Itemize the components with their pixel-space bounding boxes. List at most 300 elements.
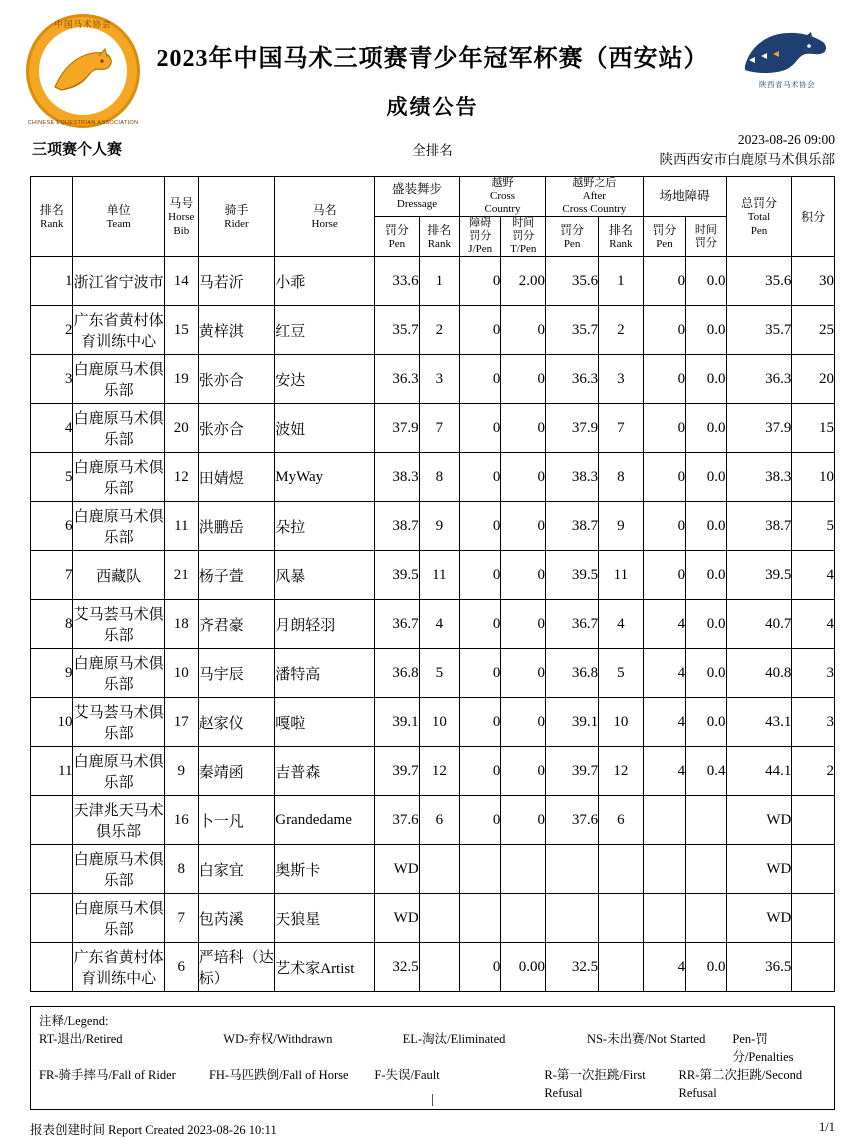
cell-after-pen: 39.5 — [546, 551, 599, 600]
cell-total: 36.3 — [726, 355, 792, 404]
cell-cross-jump: 0 — [460, 502, 501, 551]
cell-horse: 天狼星 — [275, 894, 375, 943]
th-jump-pen-cn: 罚分 — [652, 222, 677, 237]
cell-jump-time — [686, 845, 726, 894]
th-rider — [198, 177, 274, 257]
cell-rank: 3 — [31, 355, 73, 404]
th-team — [73, 177, 164, 257]
cell-jump-time: 0.0 — [686, 943, 726, 992]
table-row — [31, 894, 835, 943]
logo-top-text: 中国马术协会 — [54, 19, 112, 29]
cell-rank — [31, 845, 73, 894]
cell-cross-time: 0 — [501, 404, 546, 453]
cell-points: 15 — [792, 404, 835, 453]
cell-rider: 严培科（达标） — [198, 943, 274, 992]
cell-jump-time: 0.0 — [686, 600, 726, 649]
table-row — [31, 600, 835, 649]
cell-after-pen: 36.8 — [546, 649, 599, 698]
cell-after-rank: 9 — [599, 502, 644, 551]
cell-bib: 20 — [164, 404, 198, 453]
cell-dressage-rank: 8 — [419, 453, 459, 502]
cell-rank — [31, 943, 73, 992]
cell-dressage-pen: 33.6 — [375, 257, 420, 306]
cell-jump-time: 0.0 — [686, 404, 726, 453]
cell-team: 白鹿原马术俱乐部 — [73, 649, 164, 698]
th-jumping-group — [643, 177, 726, 217]
table-row — [31, 502, 835, 551]
th-cross-jump-en: J/Pen — [468, 243, 493, 255]
th-jumping-cn: 场地障碍 — [659, 189, 710, 203]
th-cross-en1: Cross — [489, 190, 516, 202]
cell-dressage-rank — [419, 845, 459, 894]
th-horse-en: Horse — [311, 217, 338, 230]
th-points-cn: 积分 — [801, 209, 826, 224]
cell-jump-pen: 4 — [643, 698, 685, 747]
cell-horse: 月朗轻羽 — [275, 600, 375, 649]
cell-after-pen: 37.6 — [546, 796, 599, 845]
cell-dressage-pen: 37.9 — [375, 404, 420, 453]
cell-dressage-rank: 10 — [419, 698, 459, 747]
cell-horse: 嘎啦 — [275, 698, 375, 747]
page-subtitle: 成绩公告 — [386, 95, 479, 119]
cell-dressage-rank — [419, 894, 459, 943]
cell-total: WD — [726, 845, 792, 894]
legend-line-1 — [39, 1030, 826, 1066]
th-points — [792, 177, 835, 257]
cell-dressage-pen: 38.7 — [375, 502, 420, 551]
th-jump-pen-en: Pen — [656, 237, 673, 250]
cell-cross-time: 0 — [501, 355, 546, 404]
th-rank — [31, 177, 73, 257]
cell-jump-time: 0.0 — [686, 257, 726, 306]
cell-horse: 红豆 — [275, 306, 375, 355]
cell-horse: 吉普森 — [275, 747, 375, 796]
legend-fr: FR-骑手摔马/Fall of Rider — [39, 1068, 176, 1082]
cell-points — [792, 796, 835, 845]
legend-rt: RT-退出/Retired — [39, 1032, 123, 1046]
logo-inner-circle — [39, 27, 127, 115]
cell-after-pen: 32.5 — [546, 943, 599, 992]
th-cross-jump-cn2: 罚分 — [469, 230, 492, 242]
cell-dressage-rank: 3 — [419, 355, 459, 404]
cell-rank — [31, 894, 73, 943]
table-row — [31, 943, 835, 992]
cell-total: 37.9 — [726, 404, 792, 453]
cell-after-rank: 11 — [599, 551, 644, 600]
cell-jump-pen: 4 — [643, 649, 685, 698]
cell-points: 4 — [792, 600, 835, 649]
th-cross-time-cn1: 时间 — [512, 217, 535, 229]
cell-points — [792, 894, 835, 943]
cell-horse: 潘特高 — [275, 649, 375, 698]
table-row — [31, 845, 835, 894]
th-rank-cn: 排名 — [39, 202, 64, 217]
th-cross-time — [501, 217, 546, 257]
cell-cross-jump: 0 — [460, 943, 501, 992]
cell-total: 40.8 — [726, 649, 792, 698]
cell-horse: Grandedame — [275, 796, 375, 845]
cell-bib: 7 — [164, 894, 198, 943]
cell-after-rank — [599, 845, 644, 894]
cell-cross-time: 0 — [501, 747, 546, 796]
cell-rank: 7 — [31, 551, 73, 600]
cell-rider: 齐君豪 — [198, 600, 274, 649]
page-title: 2023年中国马术三项赛青少年冠军杯赛（西安站） — [156, 46, 709, 72]
cell-after-rank: 4 — [599, 600, 644, 649]
cell-horse: MyWay — [275, 453, 375, 502]
cell-jump-pen: 4 — [643, 747, 685, 796]
cell-after-pen: 39.7 — [546, 747, 599, 796]
cell-dressage-pen: 36.3 — [375, 355, 420, 404]
cell-cross-jump: 0 — [460, 600, 501, 649]
page-number: 1/1 — [819, 1120, 835, 1134]
cell-cross-jump: 0 — [460, 747, 501, 796]
cell-bib: 9 — [164, 747, 198, 796]
th-total-cn: 总罚分 — [740, 195, 777, 210]
th-team-cn: 单位 — [106, 202, 131, 217]
document-meta — [0, 130, 865, 176]
discipline-label: 三项赛个人赛 — [32, 142, 123, 158]
table-row — [31, 453, 835, 502]
table-row — [31, 649, 835, 698]
cell-points: 4 — [792, 551, 835, 600]
table-row — [31, 257, 835, 306]
cell-cross-jump: 0 — [460, 453, 501, 502]
cell-after-pen: 37.9 — [546, 404, 599, 453]
cell-jump-pen: 0 — [643, 502, 685, 551]
cell-jump-pen: 0 — [643, 404, 685, 453]
th-after-rank-cn: 排名 — [608, 222, 633, 237]
document-footer — [30, 1120, 835, 1138]
cell-horse: 风暴 — [275, 551, 375, 600]
th-dressage-pen-en: Pen — [388, 237, 406, 250]
table-row — [31, 796, 835, 845]
cell-horse: 朵拉 — [275, 502, 375, 551]
cell-jump-time: 0.4 — [686, 747, 726, 796]
th-after-pen-cn: 罚分 — [560, 222, 585, 237]
th-after-pen-en: Pen — [563, 237, 581, 250]
cell-cross-jump: 0 — [460, 649, 501, 698]
cell-cross-time: 2.00 — [501, 257, 546, 306]
cell-points: 30 — [792, 257, 835, 306]
table-row — [31, 404, 835, 453]
th-cross-time-cn2: 罚分 — [512, 230, 535, 242]
cell-jump-time: 0.0 — [686, 355, 726, 404]
cell-team: 艾马荟马术俱乐部 — [73, 600, 164, 649]
cell-horse: 安达 — [275, 355, 375, 404]
th-rider-cn: 骑手 — [224, 202, 249, 217]
th-jump-time-cn2: 罚分 — [694, 236, 717, 249]
cell-team: 天津兆天马术俱乐部 — [73, 796, 164, 845]
th-total-en1: Total — [747, 210, 771, 223]
cell-cross-time: 0 — [501, 306, 546, 355]
cell-points: 20 — [792, 355, 835, 404]
cell-bib: 16 — [164, 796, 198, 845]
legend-fh: FH-马匹跌倒/Fall of Horse — [208, 1068, 349, 1082]
cell-dressage-rank: 2 — [419, 306, 459, 355]
shaanxi-equestrian-association-logo — [739, 26, 835, 102]
cell-bib: 21 — [164, 551, 198, 600]
th-rider-en: Rider — [224, 217, 249, 230]
cell-dressage-pen: 39.1 — [375, 698, 420, 747]
cell-dressage-rank: 1 — [419, 257, 459, 306]
cell-jump-time — [686, 796, 726, 845]
cell-dressage-pen: 39.7 — [375, 747, 420, 796]
th-after-cross-en2: Cross Country — [562, 203, 627, 215]
cell-team: 白鹿原马术俱乐部 — [73, 894, 164, 943]
cell-total: 38.3 — [726, 453, 792, 502]
cell-cross-time: 0.00 — [501, 943, 546, 992]
cell-dressage-rank: 7 — [419, 404, 459, 453]
cell-total: 44.1 — [726, 747, 792, 796]
th-after-cross-cn: 越野之后 — [572, 177, 617, 189]
chinese-equestrian-association-logo — [26, 14, 144, 132]
cell-dressage-pen: WD — [375, 845, 420, 894]
th-bib — [164, 177, 198, 257]
cell-rank: 4 — [31, 404, 73, 453]
cell-rider: 秦靖函 — [198, 747, 274, 796]
cell-points: 10 — [792, 453, 835, 502]
cell-after-pen: 39.1 — [546, 698, 599, 747]
cell-dressage-pen: 37.6 — [375, 796, 420, 845]
cell-jump-pen — [643, 894, 685, 943]
th-bib-en2: Bib — [173, 224, 190, 237]
cell-jump-time: 0.0 — [686, 306, 726, 355]
cell-cross-jump: 0 — [460, 404, 501, 453]
th-after-rank — [599, 217, 644, 257]
cell-team: 白鹿原马术俱乐部 — [73, 845, 164, 894]
ranking-scope-label: 全排名 — [412, 143, 453, 158]
cell-jump-pen — [643, 796, 685, 845]
legend-r: R-第一次拒跳/First Refusal — [544, 1068, 646, 1100]
legend-wd: WD-弃权/Withdrawn — [223, 1032, 333, 1046]
th-after-cross-group — [546, 177, 644, 217]
cell-jump-pen: 4 — [643, 600, 685, 649]
cell-cross-jump: 0 — [460, 306, 501, 355]
cell-jump-time: 0.0 — [686, 453, 726, 502]
cell-dressage-pen: 38.3 — [375, 453, 420, 502]
horse-head-icon — [47, 43, 119, 99]
th-after-rank-en: Rank — [609, 237, 633, 250]
cell-total: WD — [726, 894, 792, 943]
page-tick-mark — [432, 1094, 433, 1106]
cell-cross-time — [501, 845, 546, 894]
cell-total: 35.6 — [726, 257, 792, 306]
th-jump-time — [686, 217, 726, 257]
th-jump-time-cn1: 时间 — [694, 223, 717, 236]
results-table — [30, 176, 835, 992]
cell-jump-pen: 0 — [643, 453, 685, 502]
report-created: 报表创建时间 Report Created 2023-08-26 10:11 — [30, 1123, 277, 1137]
cell-cross-time — [501, 894, 546, 943]
cell-cross-time: 0 — [501, 649, 546, 698]
cell-after-pen: 38.3 — [546, 453, 599, 502]
cell-dressage-rank: 4 — [419, 600, 459, 649]
cell-dressage-rank: 12 — [419, 747, 459, 796]
cell-dressage-rank: 5 — [419, 649, 459, 698]
cell-rider: 白家宜 — [198, 845, 274, 894]
cell-rider: 包芮溪 — [198, 894, 274, 943]
cell-rank: 6 — [31, 502, 73, 551]
table-row — [31, 306, 835, 355]
cell-jump-pen: 0 — [643, 257, 685, 306]
th-dressage-group — [375, 177, 460, 217]
cell-total: 36.5 — [726, 943, 792, 992]
cell-bib: 11 — [164, 502, 198, 551]
table-body — [31, 257, 835, 992]
cell-after-rank: 8 — [599, 453, 644, 502]
cell-bib: 15 — [164, 306, 198, 355]
cell-jump-pen: 0 — [643, 355, 685, 404]
cell-team: 广东省黄村体育训练中心 — [73, 306, 164, 355]
th-total — [726, 177, 792, 257]
cell-cross-jump: 0 — [460, 257, 501, 306]
cell-total: 35.7 — [726, 306, 792, 355]
cell-rider: 马若沂 — [198, 257, 274, 306]
cell-after-rank — [599, 894, 644, 943]
cell-after-pen: 36.3 — [546, 355, 599, 404]
th-after-pen — [546, 217, 599, 257]
cell-jump-pen: 0 — [643, 306, 685, 355]
cell-jump-time: 0.0 — [686, 649, 726, 698]
cell-after-pen: 35.6 — [546, 257, 599, 306]
table-row — [31, 551, 835, 600]
cell-rank: 1 — [31, 257, 73, 306]
cell-cross-time: 0 — [501, 502, 546, 551]
cell-rank — [31, 796, 73, 845]
th-bib-en1: Horse — [168, 210, 195, 223]
legend-title: 注释/Legend: — [39, 1014, 109, 1028]
cell-after-rank: 1 — [599, 257, 644, 306]
cell-jump-time: 0.0 — [686, 551, 726, 600]
cell-dressage-pen: 35.7 — [375, 306, 420, 355]
cell-after-rank: 2 — [599, 306, 644, 355]
cell-dressage-rank: 9 — [419, 502, 459, 551]
cell-horse: 奥斯卡 — [275, 845, 375, 894]
cell-cross-time: 0 — [501, 698, 546, 747]
cell-points — [792, 943, 835, 992]
cell-bib: 17 — [164, 698, 198, 747]
cell-after-rank: 3 — [599, 355, 644, 404]
cell-after-rank: 10 — [599, 698, 644, 747]
cell-jump-time: 0.0 — [686, 698, 726, 747]
cell-points: 2 — [792, 747, 835, 796]
th-dressage-rank-cn: 排名 — [427, 222, 452, 237]
cell-rank: 9 — [31, 649, 73, 698]
th-dressage-cn: 盛装舞步 — [392, 181, 443, 196]
th-rank-en: Rank — [40, 217, 64, 230]
th-cross-cn: 越野 — [491, 177, 514, 189]
cell-team: 西藏队 — [73, 551, 164, 600]
cell-rank: 5 — [31, 453, 73, 502]
cell-cross-time: 0 — [501, 600, 546, 649]
cell-dressage-rank — [419, 943, 459, 992]
cell-bib: 18 — [164, 600, 198, 649]
cell-jump-time: 0.0 — [686, 502, 726, 551]
cell-rider: 卜一凡 — [198, 796, 274, 845]
th-dressage-en: Dressage — [396, 197, 438, 210]
th-cross-jump — [460, 217, 501, 257]
cell-rider: 洪鹏岳 — [198, 502, 274, 551]
cell-rider: 张亦合 — [198, 355, 274, 404]
cell-total: 43.1 — [726, 698, 792, 747]
cell-cross-time: 0 — [501, 551, 546, 600]
cell-rider: 赵家仪 — [198, 698, 274, 747]
cell-rider: 黄梓淇 — [198, 306, 274, 355]
cell-rank: 2 — [31, 306, 73, 355]
cell-bib: 6 — [164, 943, 198, 992]
cell-rider: 田婧煜 — [198, 453, 274, 502]
cell-team: 艾马荟马术俱乐部 — [73, 698, 164, 747]
cell-jump-time — [686, 894, 726, 943]
cell-dressage-pen: 36.7 — [375, 600, 420, 649]
cell-horse: 小乖 — [275, 257, 375, 306]
table-head — [31, 177, 835, 257]
cell-after-pen — [546, 894, 599, 943]
cell-after-pen: 36.7 — [546, 600, 599, 649]
legend-el: EL-淘汰/Eliminated — [402, 1032, 506, 1046]
event-venue: 陕西西安市白鹿原马术俱乐部 — [659, 152, 835, 167]
cell-jump-pen: 4 — [643, 943, 685, 992]
event-info — [660, 130, 836, 170]
th-total-en2: Pen — [750, 224, 768, 237]
cell-points: 25 — [792, 306, 835, 355]
logo-bottom-text: CHINESE EQUESTRIAN ASSOCIATION — [27, 120, 139, 126]
cell-cross-jump — [460, 845, 501, 894]
cell-horse: 波妞 — [275, 404, 375, 453]
cell-cross-jump: 0 — [460, 355, 501, 404]
cell-bib: 8 — [164, 845, 198, 894]
cell-rider: 张亦合 — [198, 404, 274, 453]
cell-total: 38.7 — [726, 502, 792, 551]
table-row — [31, 747, 835, 796]
cell-dressage-pen: WD — [375, 894, 420, 943]
cell-dressage-rank: 6 — [419, 796, 459, 845]
cell-team: 白鹿原马术俱乐部 — [73, 355, 164, 404]
results-table-wrapper — [30, 176, 835, 992]
cell-dressage-pen: 39.5 — [375, 551, 420, 600]
cell-after-rank: 5 — [599, 649, 644, 698]
cell-dressage-pen: 32.5 — [375, 943, 420, 992]
th-dressage-rank — [419, 217, 459, 257]
table-row — [31, 355, 835, 404]
cell-rank: 11 — [31, 747, 73, 796]
legend-pen: Pen-罚分/Penalties — [732, 1032, 794, 1064]
cell-bib: 12 — [164, 453, 198, 502]
cell-dressage-rank: 11 — [419, 551, 459, 600]
cell-team: 白鹿原马术俱乐部 — [73, 453, 164, 502]
cell-after-rank: 12 — [599, 747, 644, 796]
cell-cross-jump: 0 — [460, 796, 501, 845]
event-datetime: 2023-08-26 09:00 — [737, 132, 835, 147]
th-cross-en2: Country — [484, 203, 521, 215]
cell-cross-time: 0 — [501, 453, 546, 502]
th-cross-jump-cn1: 障碍 — [469, 217, 492, 229]
cell-cross-jump — [460, 894, 501, 943]
cell-cross-jump: 0 — [460, 698, 501, 747]
cell-horse: 艺术家Artist — [275, 943, 375, 992]
th-bib-cn: 马号 — [169, 195, 194, 210]
cell-rank: 8 — [31, 600, 73, 649]
cell-after-rank: 7 — [599, 404, 644, 453]
cell-cross-time: 0 — [501, 796, 546, 845]
cell-team: 白鹿原马术俱乐部 — [73, 502, 164, 551]
cell-after-pen: 38.7 — [546, 502, 599, 551]
th-cross-group — [460, 177, 546, 217]
cell-cross-jump: 0 — [460, 551, 501, 600]
cell-points — [792, 845, 835, 894]
header-row-group — [31, 177, 835, 217]
